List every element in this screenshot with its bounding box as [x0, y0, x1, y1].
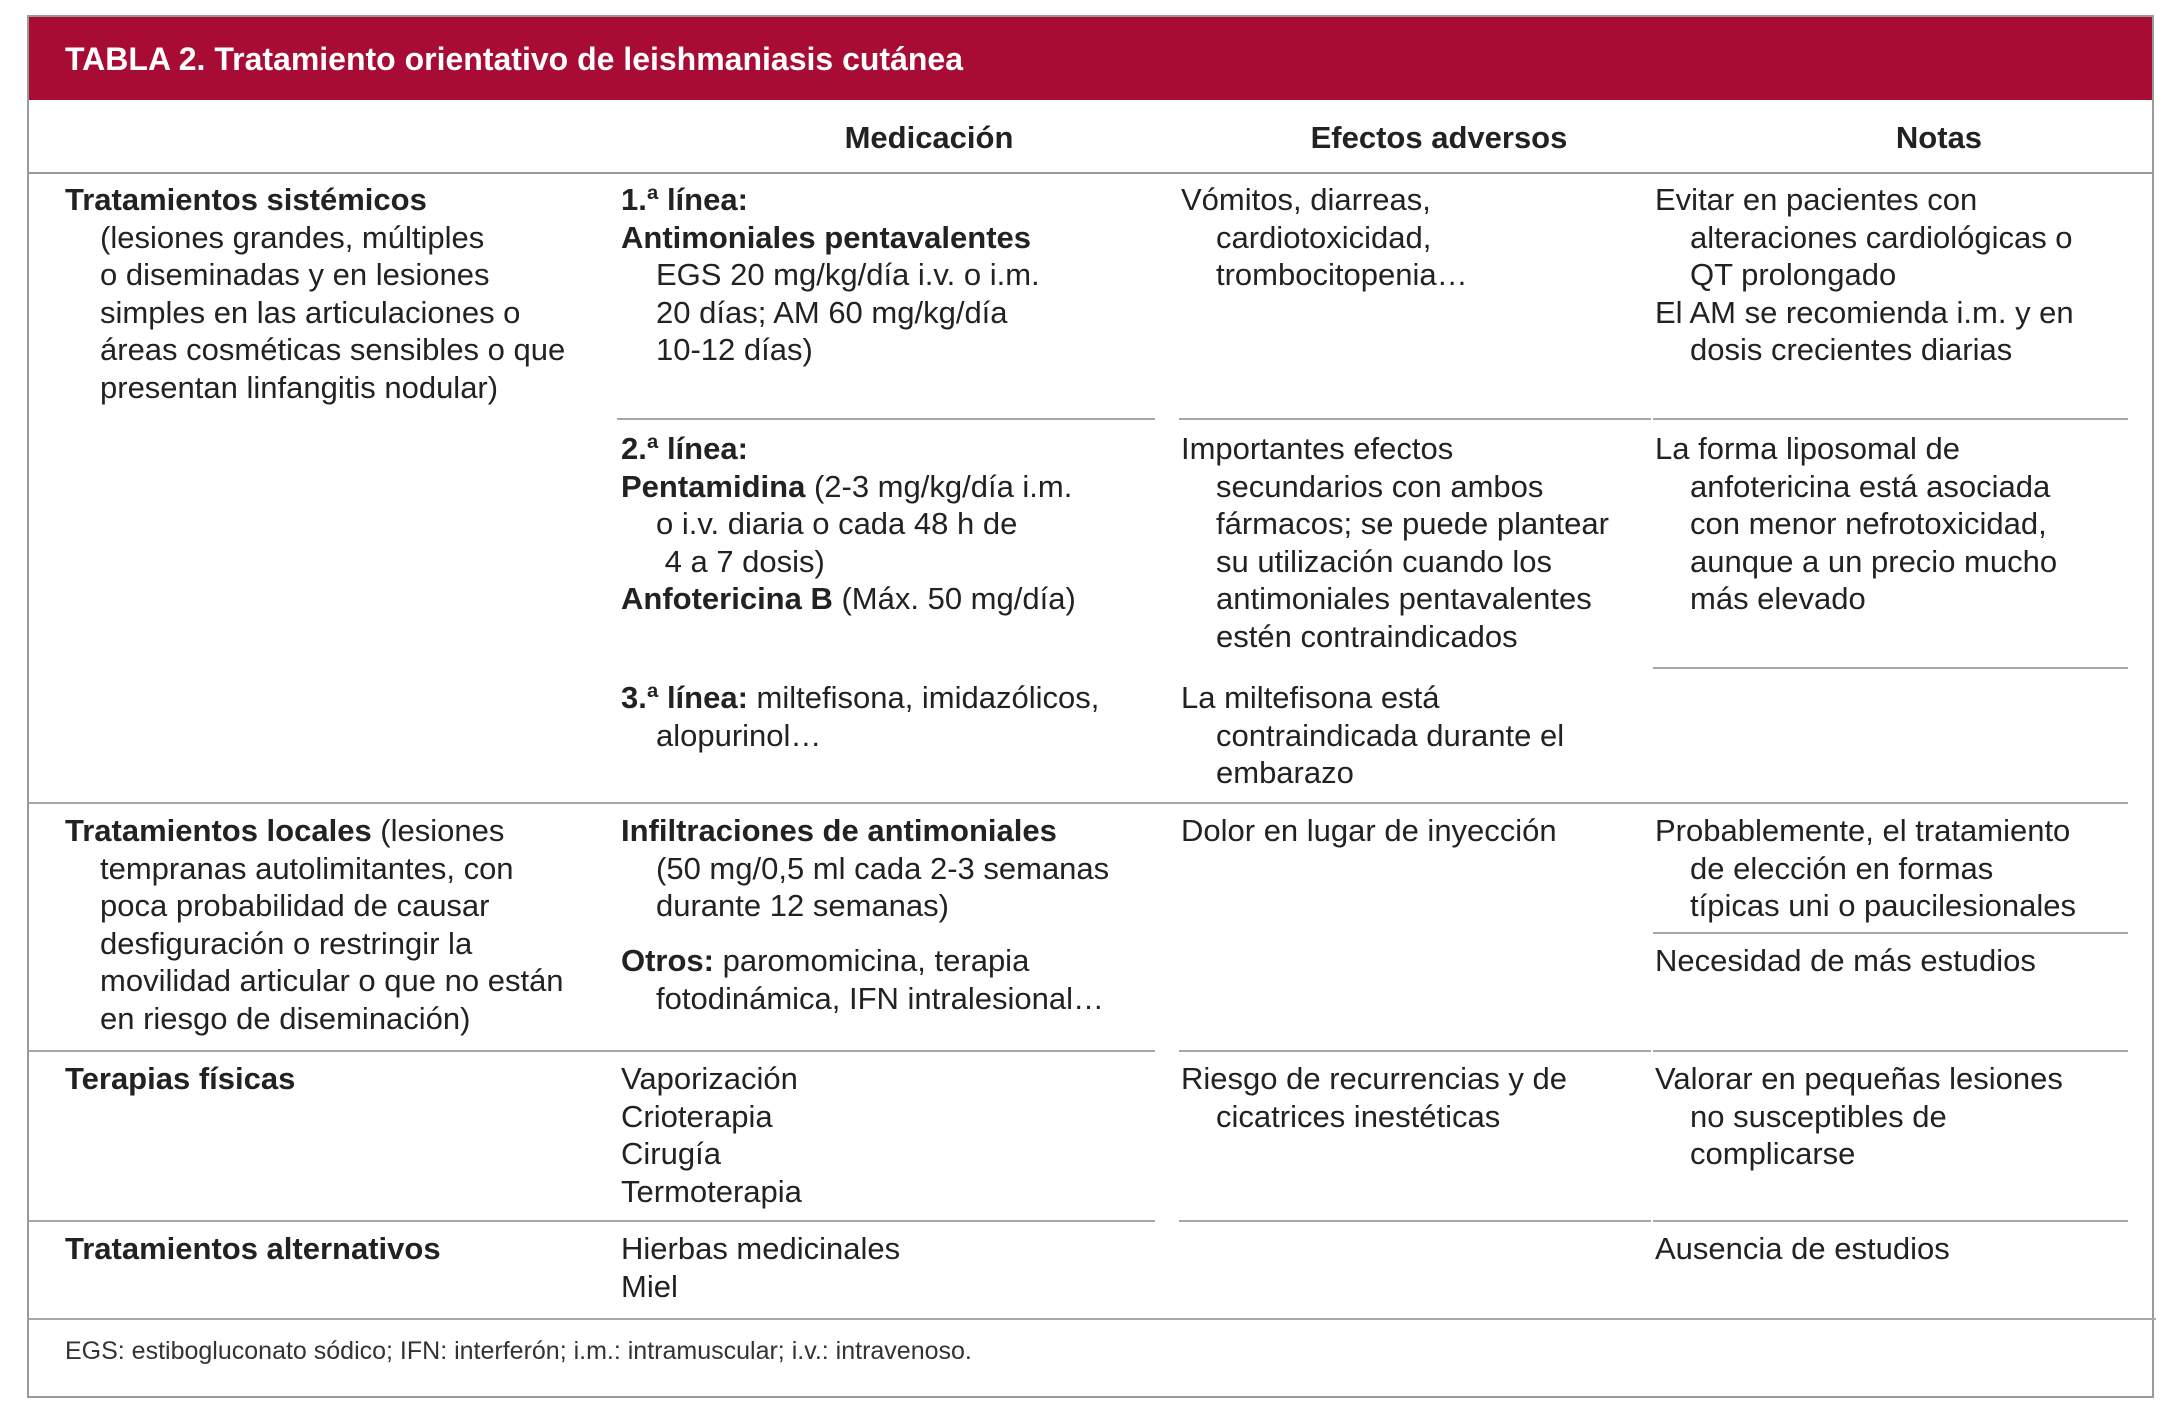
- notes-otros: Necesidad de más estudios: [1655, 943, 2036, 978]
- column-header-medicacion: Medicación: [844, 120, 1014, 155]
- notes-infiltraciones: Probablemente, el tratamiento de elección en formas típicas uni o paucilesionales: [1655, 813, 2077, 923]
- notes-alternativos: Ausencia de estudios: [1655, 1231, 1950, 1266]
- row-label-alternativos: Tratamientos alternativos: [65, 1231, 441, 1266]
- effects-infiltraciones: Dolor en lugar de inyección: [1181, 813, 1557, 848]
- notes-first-line: Evitar en pacientes con alteraciones cardiológicas o QT prolongado El AM se recomienda i.m. y en dosis crecientes diarias: [1655, 182, 2074, 367]
- table-title: TABLA 2. Tratamiento orientativo de leishmaniasis cutánea: [29, 17, 2152, 100]
- row-separator: [1653, 1220, 2128, 1222]
- row-label-locales: Tratamientos locales (lesiones tempranas autolimitantes, con poca probabilidad de causar desfiguración o restringir la movilidad articular o que no están en riesgo de diseminación): [65, 813, 564, 1036]
- effects-third-line: La miltefisona está contraindicada durante el embarazo: [1181, 680, 1565, 790]
- effects-fisicas: Riesgo de recurrencias y de cicatrices inestéticas: [1181, 1061, 1567, 1134]
- notes-fisicas: Valorar en pequeñas lesiones no susceptibles de complicarse: [1655, 1061, 2063, 1171]
- row-separator: [617, 1050, 1155, 1052]
- row-separator: [1179, 1220, 1651, 1222]
- effects-second-line: Importantes efectos secundarios con ambos fármacos; se puede plantear su utilización cuando los antimoniales pentavalentes estén contraindicados: [1181, 431, 1609, 654]
- row-separator: [1653, 667, 2128, 669]
- column-header-notas: Notas: [1895, 120, 1983, 155]
- row-separator: [1653, 1050, 2128, 1052]
- row-separator: [1653, 418, 2128, 420]
- footnote: EGS: estibogluconato sódico; IFN: interferón; i.m.: intramuscular; i.v.: intravenoso.: [65, 1337, 972, 1365]
- medication-first-line: 1.ª línea: Antimoniales pentavalentes EGS 20 mg/kg/día i.v. o i.m. 20 días; AM 60 mg/kg/día 10-12 días): [621, 182, 1040, 367]
- row-label-fisicas: Terapias físicas: [65, 1061, 296, 1096]
- row-separator: [1179, 418, 1651, 420]
- medication-alternativos: Hierbas medicinales Miel: [621, 1231, 901, 1304]
- header-row: [29, 100, 2152, 174]
- effects-first-line: Vómitos, diarreas, cardiotoxicidad, trombocitopenia…: [1181, 182, 1468, 292]
- notes-second-line: La forma liposomal de anfotericina está asociada con menor nefrotoxicidad, aunque a un precio mucho más elevado: [1655, 431, 2058, 616]
- row-separator: [29, 802, 2128, 804]
- row-separator: [1653, 932, 2128, 934]
- medication-third-line: 3.ª línea: miltefisona, imidazólicos, alopurinol…: [621, 680, 1100, 753]
- medication-second-line: 2.ª línea: Pentamidina (2-3 mg/kg/día i.m. o i.v. diaria o cada 48 h de 4 a 7 dosis) Anfotericina B (Máx. 50 mg/día): [621, 431, 1076, 616]
- row-separator: [617, 418, 1155, 420]
- medication-infiltraciones: Infiltraciones de antimoniales (50 mg/0,5 ml cada 2-3 semanas durante 12 semanas): [621, 813, 1110, 923]
- table-frame: [27, 15, 2154, 1398]
- column-header-efectos: Efectos adversos: [1310, 120, 1568, 155]
- row-separator: [29, 1050, 617, 1052]
- row-separator: [29, 1220, 617, 1222]
- row-separator: [617, 1220, 1155, 1222]
- row-label-sistemicos: Tratamientos sistémicos (lesiones grandes, múltiples o diseminadas y en lesiones simples en las articulaciones o áreas cosméticas sensibles o que presentan linfangitis nodular): [65, 182, 566, 405]
- medication-otros: Otros: paromomicina, terapia fotodinámica, IFN intralesional…: [621, 943, 1104, 1016]
- medication-fisicas: Vaporización Crioterapia Cirugía Termoterapia: [621, 1061, 802, 1209]
- footer-separator: [29, 1318, 2156, 1320]
- row-separator: [1179, 1050, 1651, 1052]
